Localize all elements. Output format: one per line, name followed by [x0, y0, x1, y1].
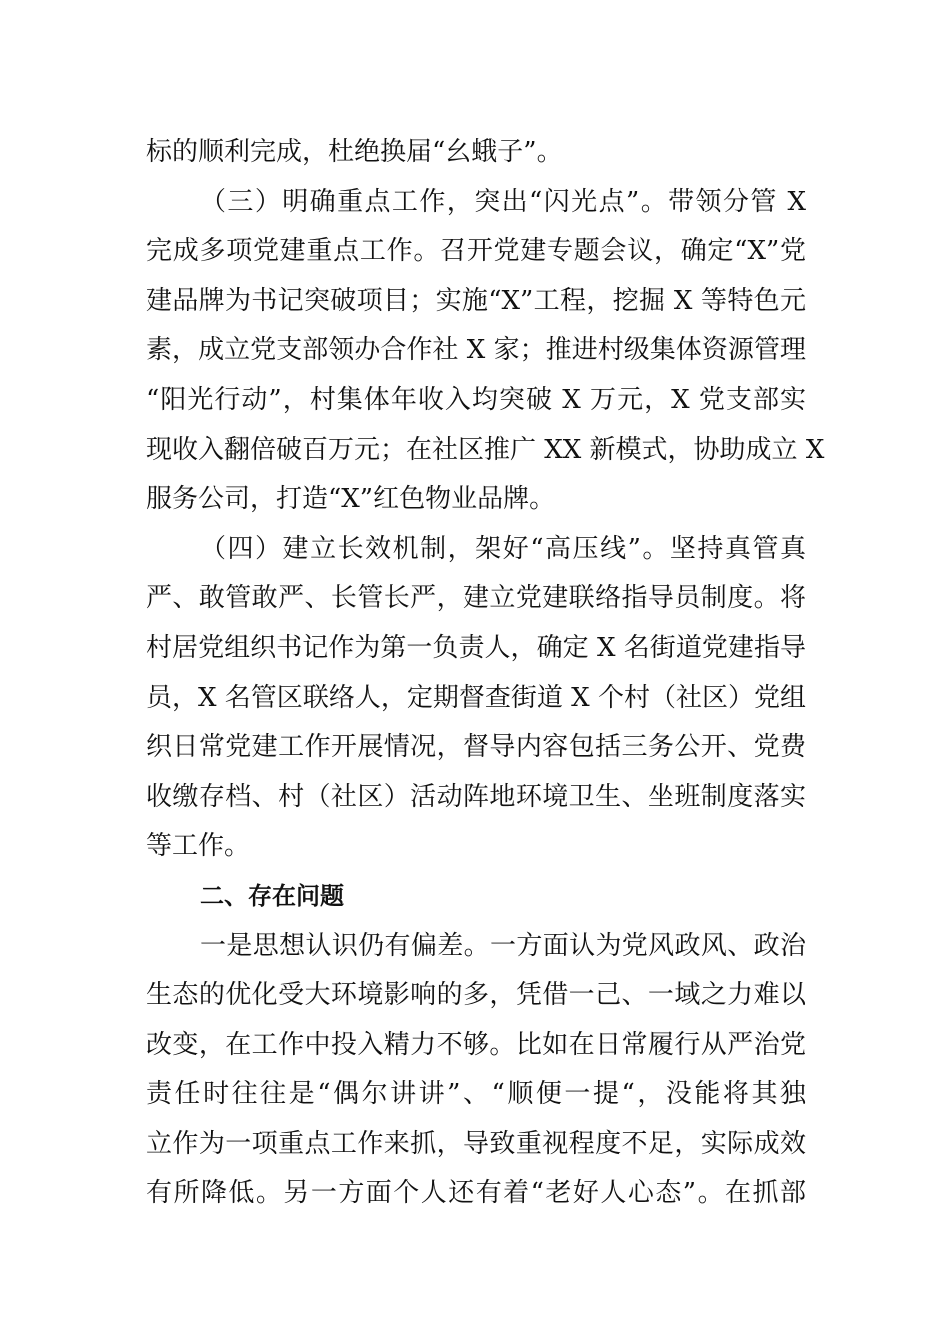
- section-heading: 二、存在问题: [200, 881, 344, 910]
- document-body: [146, 128, 825, 1219]
- paragraph-line: 收缴存档、村（社区）活动阵地环境卫生、坐班制度落实: [146, 781, 806, 812]
- paragraph-line: 标的顺利完成，杜绝换届“幺蛾子”。: [146, 137, 563, 167]
- paragraph-line: 完成多项党建重点工作。召开党建专题会议，确定“X”党: [146, 236, 806, 267]
- paragraph-line: 员，X 名管区联络人，定期督查街道 X 个村（社区）党组: [146, 682, 806, 713]
- paragraph-line: 严、敢管敢严、长管长严，建立党建联络指导员制度。将: [146, 583, 806, 614]
- paragraph-line: 等工作。: [146, 831, 251, 862]
- paragraph-line: 建品牌为书记突破项目；实施“X”工程，挖掘 X 等特色元: [146, 285, 806, 316]
- paragraph-line: 立作为一项重点工作来抓，导致重视程度不足，实际成效: [146, 1128, 806, 1159]
- paragraph-line: 改变，在工作中投入精力不够。比如在日常履行从严治党: [146, 1029, 806, 1060]
- paragraph-line: 责任时往往是“偶尔讲讲”、“顺便一提“，没能将其独: [146, 1079, 806, 1110]
- paragraph-line: 有所降低。另一方面个人还有着“老好人心态”。在抓部: [146, 1178, 806, 1209]
- paragraph-line: 生态的优化受大环境影响的多，凭借一己、一域之力难以: [146, 980, 806, 1011]
- paragraph-line: 织日常党建工作开展情况，督导内容包括三务公开、党费: [146, 732, 806, 763]
- paragraph-line: 素，成立党支部领办合作社 X 家；推进村级集体资源管理: [146, 335, 806, 366]
- paragraph-line: （三）明确重点工作，突出“闪光点”。带领分管 X: [200, 186, 806, 217]
- paragraph-line: “阳光行动”，村集体年收入均突破 X 万元，X 党支部实: [146, 384, 806, 415]
- paragraph-line: 村居党组织书记作为第一负责人，确定 X 名街道党建指导: [146, 632, 806, 663]
- paragraph-line: 服务公司，打造“X”红色物业品牌。: [146, 484, 556, 515]
- paragraph-line: 现收入翻倍破百万元；在社区推广 XX 新模式，协助成立 X: [146, 434, 825, 465]
- paragraph-line: （四）建立长效机制，架好“高压线”。坚持真管真: [200, 533, 806, 564]
- paragraph-line: 一是思想认识仍有偏差。一方面认为党风政风、政治: [200, 930, 806, 961]
